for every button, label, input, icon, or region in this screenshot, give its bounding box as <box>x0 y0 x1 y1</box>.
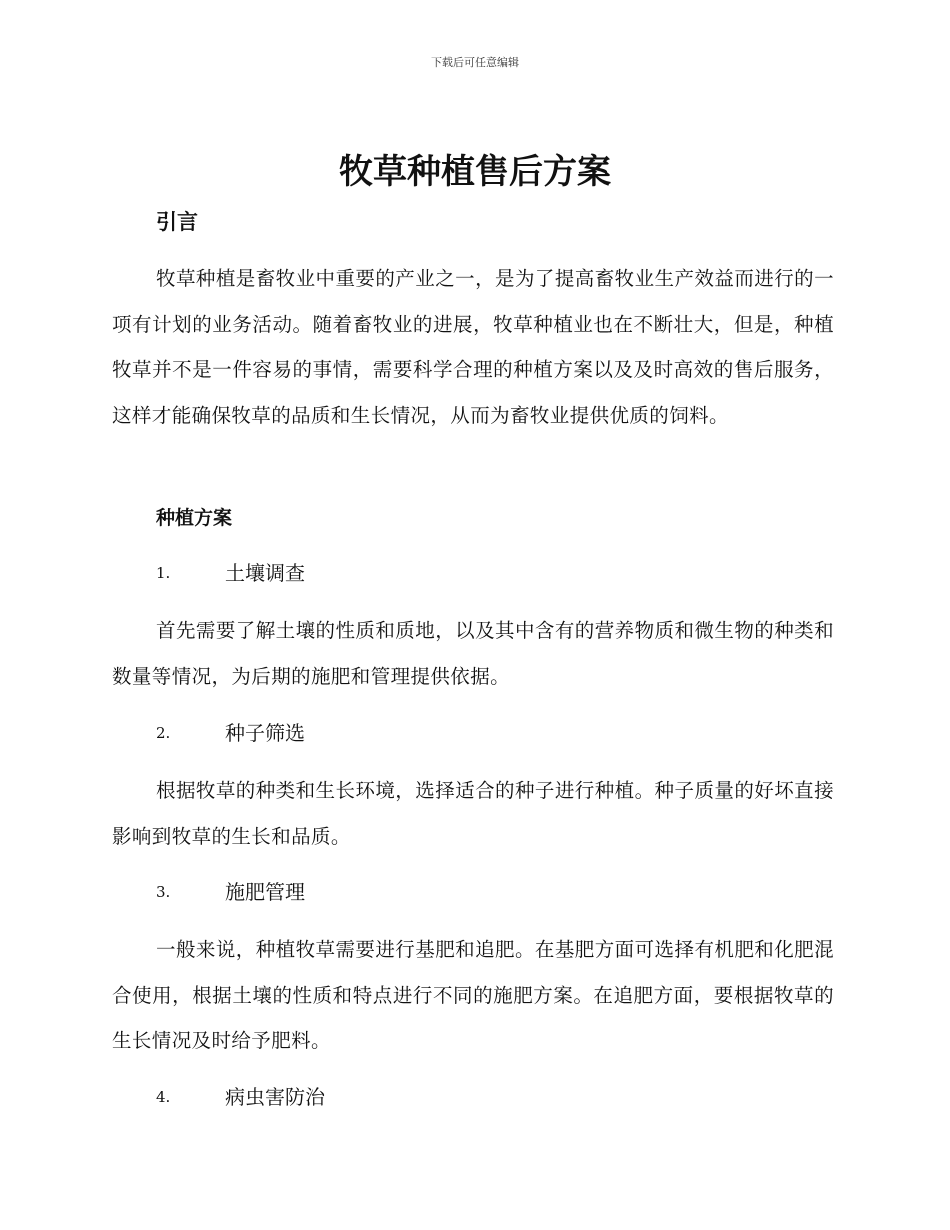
item-paragraph-soil-survey: 首先需要了解土壤的性质和质地，以及其中含有的营养物质和微生物的种类和数量等情况，为后期的施肥和管理提供依据。 <box>112 619 834 688</box>
document-title: 牧草种植售后方案 <box>339 152 611 192</box>
item-label: 种子筛选 <box>225 721 305 745</box>
item-label: 病虫害防治 <box>225 1085 325 1109</box>
intro-paragraph: 牧草种植是畜牧业中重要的产业之一，是为了提高畜牧业生产效益而进行的一项有计划的业务活动。随着畜牧业的进展，牧草种植业也在不断壮大，但是，种植牧草并不是一件容易的事情，需要科学合理的种植方案以及及时高效的售后服务，这样才能确保牧草的品质和生长情况，从而为畜牧业提供优质的饲料。 <box>112 267 834 427</box>
item-paragraph-fertilization: 一般来说，种植牧草需要进行基肥和追肥。在基肥方面可选择有机肥和化肥混合使用，根据土壤的性质和特点进行不同的施肥方案。在追肥方面，要根据牧草的生长情况及时给予肥料。 <box>112 938 834 1052</box>
item-number: 2. <box>156 724 171 742</box>
item-number: 3. <box>156 883 171 901</box>
page-header: 下载后可任意编辑 <box>431 56 519 69</box>
item-number: 4. <box>156 1088 171 1106</box>
item-paragraph-seed-selection: 根据牧草的种类和生长环境，选择适合的种子进行种植。种子质量的好坏直接影响到牧草的生长和品质。 <box>112 779 834 848</box>
item-label: 施肥管理 <box>225 880 305 904</box>
section-heading: 种植方案 <box>156 507 233 529</box>
intro-heading: 引言 <box>156 210 198 234</box>
item-number: 1. <box>156 564 171 582</box>
item-label: 土壤调查 <box>225 561 305 585</box>
